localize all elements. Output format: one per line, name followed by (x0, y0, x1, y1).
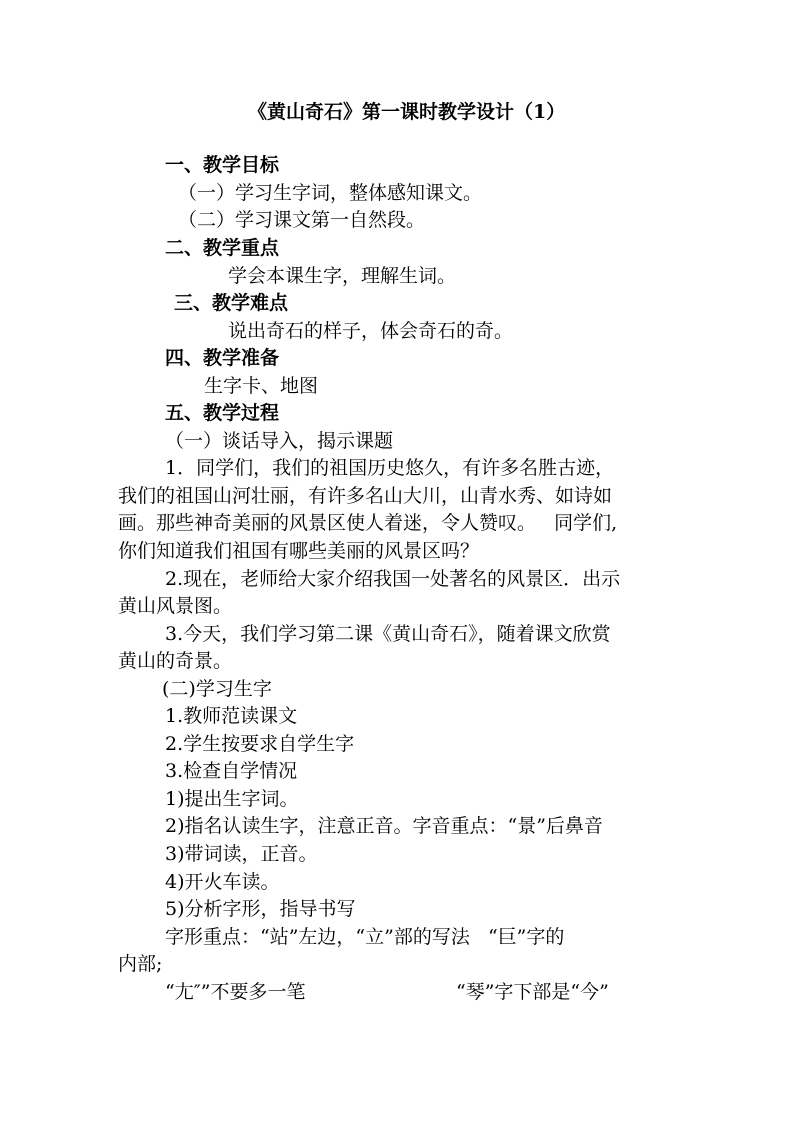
paragraph-line: 2.现在，老师给大家介绍我国一处著名的风景区．出示 (165, 568, 621, 590)
difficulty-text: 说出奇石的样子，体会奇石的奇。 (228, 320, 514, 342)
paragraph-line: 画。那些神奇美丽的风景区使人着迷，令人赞叹。 同学们, (118, 512, 618, 534)
list-item: 4)开火车读。 (165, 871, 280, 893)
paragraph-line: 我们的祖国山河壮丽，有许多名山大川，山青水秀、如诗如 (118, 485, 613, 507)
paragraph-line: “琴”字下部是“今” (456, 981, 609, 1003)
paragraph-line: 黄山的奇景。 (118, 650, 233, 672)
section-heading-process: 五、教学过程 (165, 402, 280, 424)
paragraph-line: 黄山风景图。 (118, 595, 233, 617)
list-item: 5)分析字形，指导书写 (165, 898, 356, 920)
paragraph-line: 字形重点：“站”左边，“立”部的写法 “巨”字的 (165, 926, 565, 948)
section-heading-key-points: 二、教学重点 (165, 237, 280, 259)
document-title: 《黄山奇石》第一课时教学设计（1） (248, 101, 566, 123)
paragraph-line: 3.今天，我们学习第二课《黄山奇石》，随着课文欣赏 (165, 623, 611, 645)
paragraph-line: 你们知道我们祖国有哪些美丽的风景区吗？ (118, 540, 480, 562)
paragraph-line: “尢″”不要多一笔 (165, 981, 306, 1003)
section-heading-preparation: 四、教学准备 (165, 347, 280, 369)
list-item: 3.检查自学情况 (165, 760, 298, 782)
paragraph-line: 1．同学们，我们的祖国历史悠久，有许多名胜古迹， (165, 457, 615, 479)
preparation-text: 生字卡、地图 (204, 375, 319, 397)
section-heading-difficulties: 三、教学难点 (174, 292, 289, 314)
list-item: 2.学生按要求自学生字 (165, 733, 355, 755)
list-item: 3)带词读，正音。 (165, 843, 318, 865)
list-item: 2)指名认读生字，注意正音。字音重点：“景”后鼻音 (165, 815, 603, 837)
objective-item: （一）学习生字词，整体感知课文。 (178, 182, 483, 204)
list-item: 1.教师范读课文 (165, 705, 298, 727)
section-heading-objectives: 一、教学目标 (165, 154, 280, 176)
list-item: 1)提出生字词。 (165, 788, 299, 810)
paragraph-line: 内部; (118, 953, 163, 975)
subsection-heading: （一）谈话导入，揭示课题 (165, 430, 394, 452)
key-point-text: 学会本课生字，理解生词。 (228, 265, 457, 287)
objective-item: （二）学习课文第一自然段。 (178, 209, 426, 231)
subsection-heading: (二)学习生字 (162, 678, 272, 700)
